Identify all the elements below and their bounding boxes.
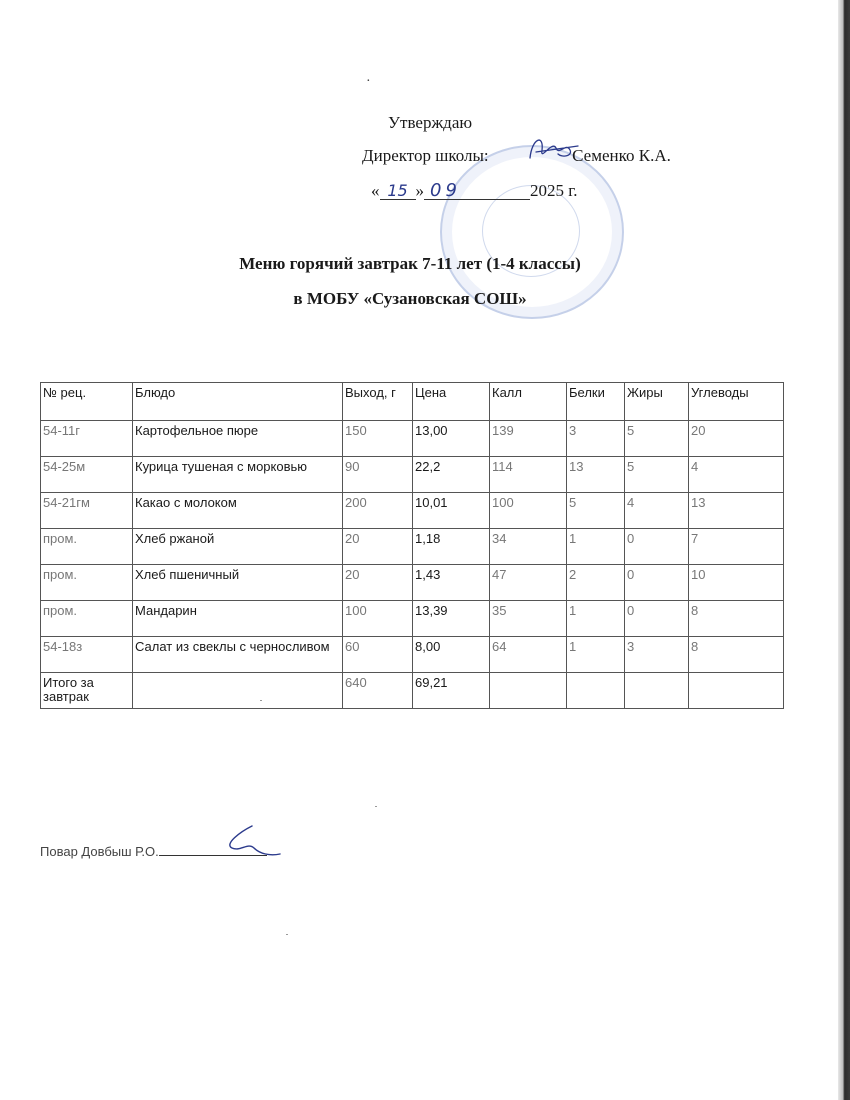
cell-fats: 3 <box>625 637 689 673</box>
cell-carbs: 8 <box>689 637 784 673</box>
cell-weight: 90 <box>343 457 413 493</box>
total-empty-calories <box>490 673 567 709</box>
cell-calories: 34 <box>490 529 567 565</box>
cell-price: 1,43 <box>413 565 490 601</box>
menu-title: Меню горячий завтрак 7-11 лет (1-4 классы) <box>239 254 581 273</box>
cell-dish: Мандарин <box>133 601 343 637</box>
table-row <box>41 529 784 565</box>
school-title: в МОБУ «Сузановская СОШ» <box>293 289 527 308</box>
header-carbs: Углеводы <box>689 383 784 421</box>
header-dish: Блюдо <box>133 383 343 421</box>
total-dish <box>133 673 343 709</box>
cell-proteins: 5 <box>567 493 625 529</box>
cell-weight: 20 <box>343 529 413 565</box>
director-name: Семенко К.А. <box>572 146 671 165</box>
date-day: 15 <box>380 183 416 200</box>
cell-calories: 139 <box>490 421 567 457</box>
date-year: 2025 г. <box>530 181 578 200</box>
total-price: 69,21 <box>413 673 490 709</box>
cell-dish: Какао с молоком <box>133 493 343 529</box>
date-month: 09 <box>424 183 530 200</box>
table-header-row <box>41 383 784 421</box>
cell-fats: 5 <box>625 421 689 457</box>
cell-calories: 100 <box>490 493 567 529</box>
menu-table <box>40 382 784 709</box>
director-label: Директор школы: <box>362 146 489 165</box>
cook-label: Повар Довбыш Р.О. <box>40 844 159 859</box>
header-price: Цена <box>413 383 490 421</box>
cell-dish: Картофельное пюре <box>133 421 343 457</box>
cell-recipe-no: пром. <box>41 529 133 565</box>
cell-recipe-no: 54-21гм <box>41 493 133 529</box>
table-row <box>41 637 784 673</box>
total-empty-fats <box>625 673 689 709</box>
cell-weight: 150 <box>343 421 413 457</box>
cell-carbs: 8 <box>689 601 784 637</box>
header-weight: Выход, г <box>343 383 413 421</box>
cell-carbs: 13 <box>689 493 784 529</box>
director-signature-icon <box>522 128 582 170</box>
cell-calories: 47 <box>490 565 567 601</box>
total-empty-proteins <box>567 673 625 709</box>
header-calories: Калл <box>490 383 567 421</box>
table-total-row <box>41 673 784 709</box>
director-line <box>362 146 671 166</box>
header-fats: Жиры <box>625 383 689 421</box>
scan-speck <box>286 934 288 935</box>
cell-proteins: 1 <box>567 637 625 673</box>
cell-weight: 100 <box>343 601 413 637</box>
cell-recipe-no: 54-18з <box>41 637 133 673</box>
table-row <box>41 601 784 637</box>
cell-recipe-no: 54-25м <box>41 457 133 493</box>
cell-calories: 64 <box>490 637 567 673</box>
cell-dish: Салат из свеклы с черносливом <box>133 637 343 673</box>
cell-proteins: 3 <box>567 421 625 457</box>
cell-dish: Хлеб ржаной <box>133 529 343 565</box>
total-empty-carbs <box>689 673 784 709</box>
cell-carbs: 7 <box>689 529 784 565</box>
table-row <box>41 457 784 493</box>
approval-date <box>371 181 578 201</box>
table-row <box>41 421 784 457</box>
cell-proteins: 1 <box>567 601 625 637</box>
approve-label: Утверждаю <box>388 113 473 132</box>
cell-calories: 114 <box>490 457 567 493</box>
cell-price: 8,00 <box>413 637 490 673</box>
cell-recipe-no: 54-11г <box>41 421 133 457</box>
table-row <box>41 493 784 529</box>
cell-recipe-no: пром. <box>41 565 133 601</box>
cell-price: 13,39 <box>413 601 490 637</box>
cell-price: 1,18 <box>413 529 490 565</box>
date-open-quote: « <box>371 181 380 200</box>
cell-proteins: 2 <box>567 565 625 601</box>
cell-proteins: 13 <box>567 457 625 493</box>
cell-carbs: 4 <box>689 457 784 493</box>
scan-edge <box>838 0 850 1100</box>
scan-dot: · <box>366 74 371 89</box>
cell-dish: Курица тушеная с морковью <box>133 457 343 493</box>
cell-fats: 0 <box>625 565 689 601</box>
cell-weight: 60 <box>343 637 413 673</box>
date-close-quote: » <box>415 181 424 200</box>
cell-recipe-no: пром. <box>41 601 133 637</box>
table-row <box>41 565 784 601</box>
cell-fats: 4 <box>625 493 689 529</box>
cell-weight: 200 <box>343 493 413 529</box>
total-label: Итого за завтрак <box>41 673 133 709</box>
cell-price: 13,00 <box>413 421 490 457</box>
cell-proteins: 1 <box>567 529 625 565</box>
header-proteins: Белки <box>567 383 625 421</box>
cell-weight: 20 <box>343 565 413 601</box>
scan-speck <box>260 700 262 701</box>
cell-carbs: 20 <box>689 421 784 457</box>
header-recipe-no: № рец. <box>41 383 133 421</box>
cell-calories: 35 <box>490 601 567 637</box>
cell-fats: 5 <box>625 457 689 493</box>
cell-fats: 0 <box>625 601 689 637</box>
cell-dish: Хлеб пшеничный <box>133 565 343 601</box>
total-weight: 640 <box>343 673 413 709</box>
cell-price: 10,01 <box>413 493 490 529</box>
cell-fats: 0 <box>625 529 689 565</box>
cell-carbs: 10 <box>689 565 784 601</box>
cell-price: 22,2 <box>413 457 490 493</box>
cook-signature-icon <box>218 822 288 862</box>
scan-speck <box>375 806 377 807</box>
